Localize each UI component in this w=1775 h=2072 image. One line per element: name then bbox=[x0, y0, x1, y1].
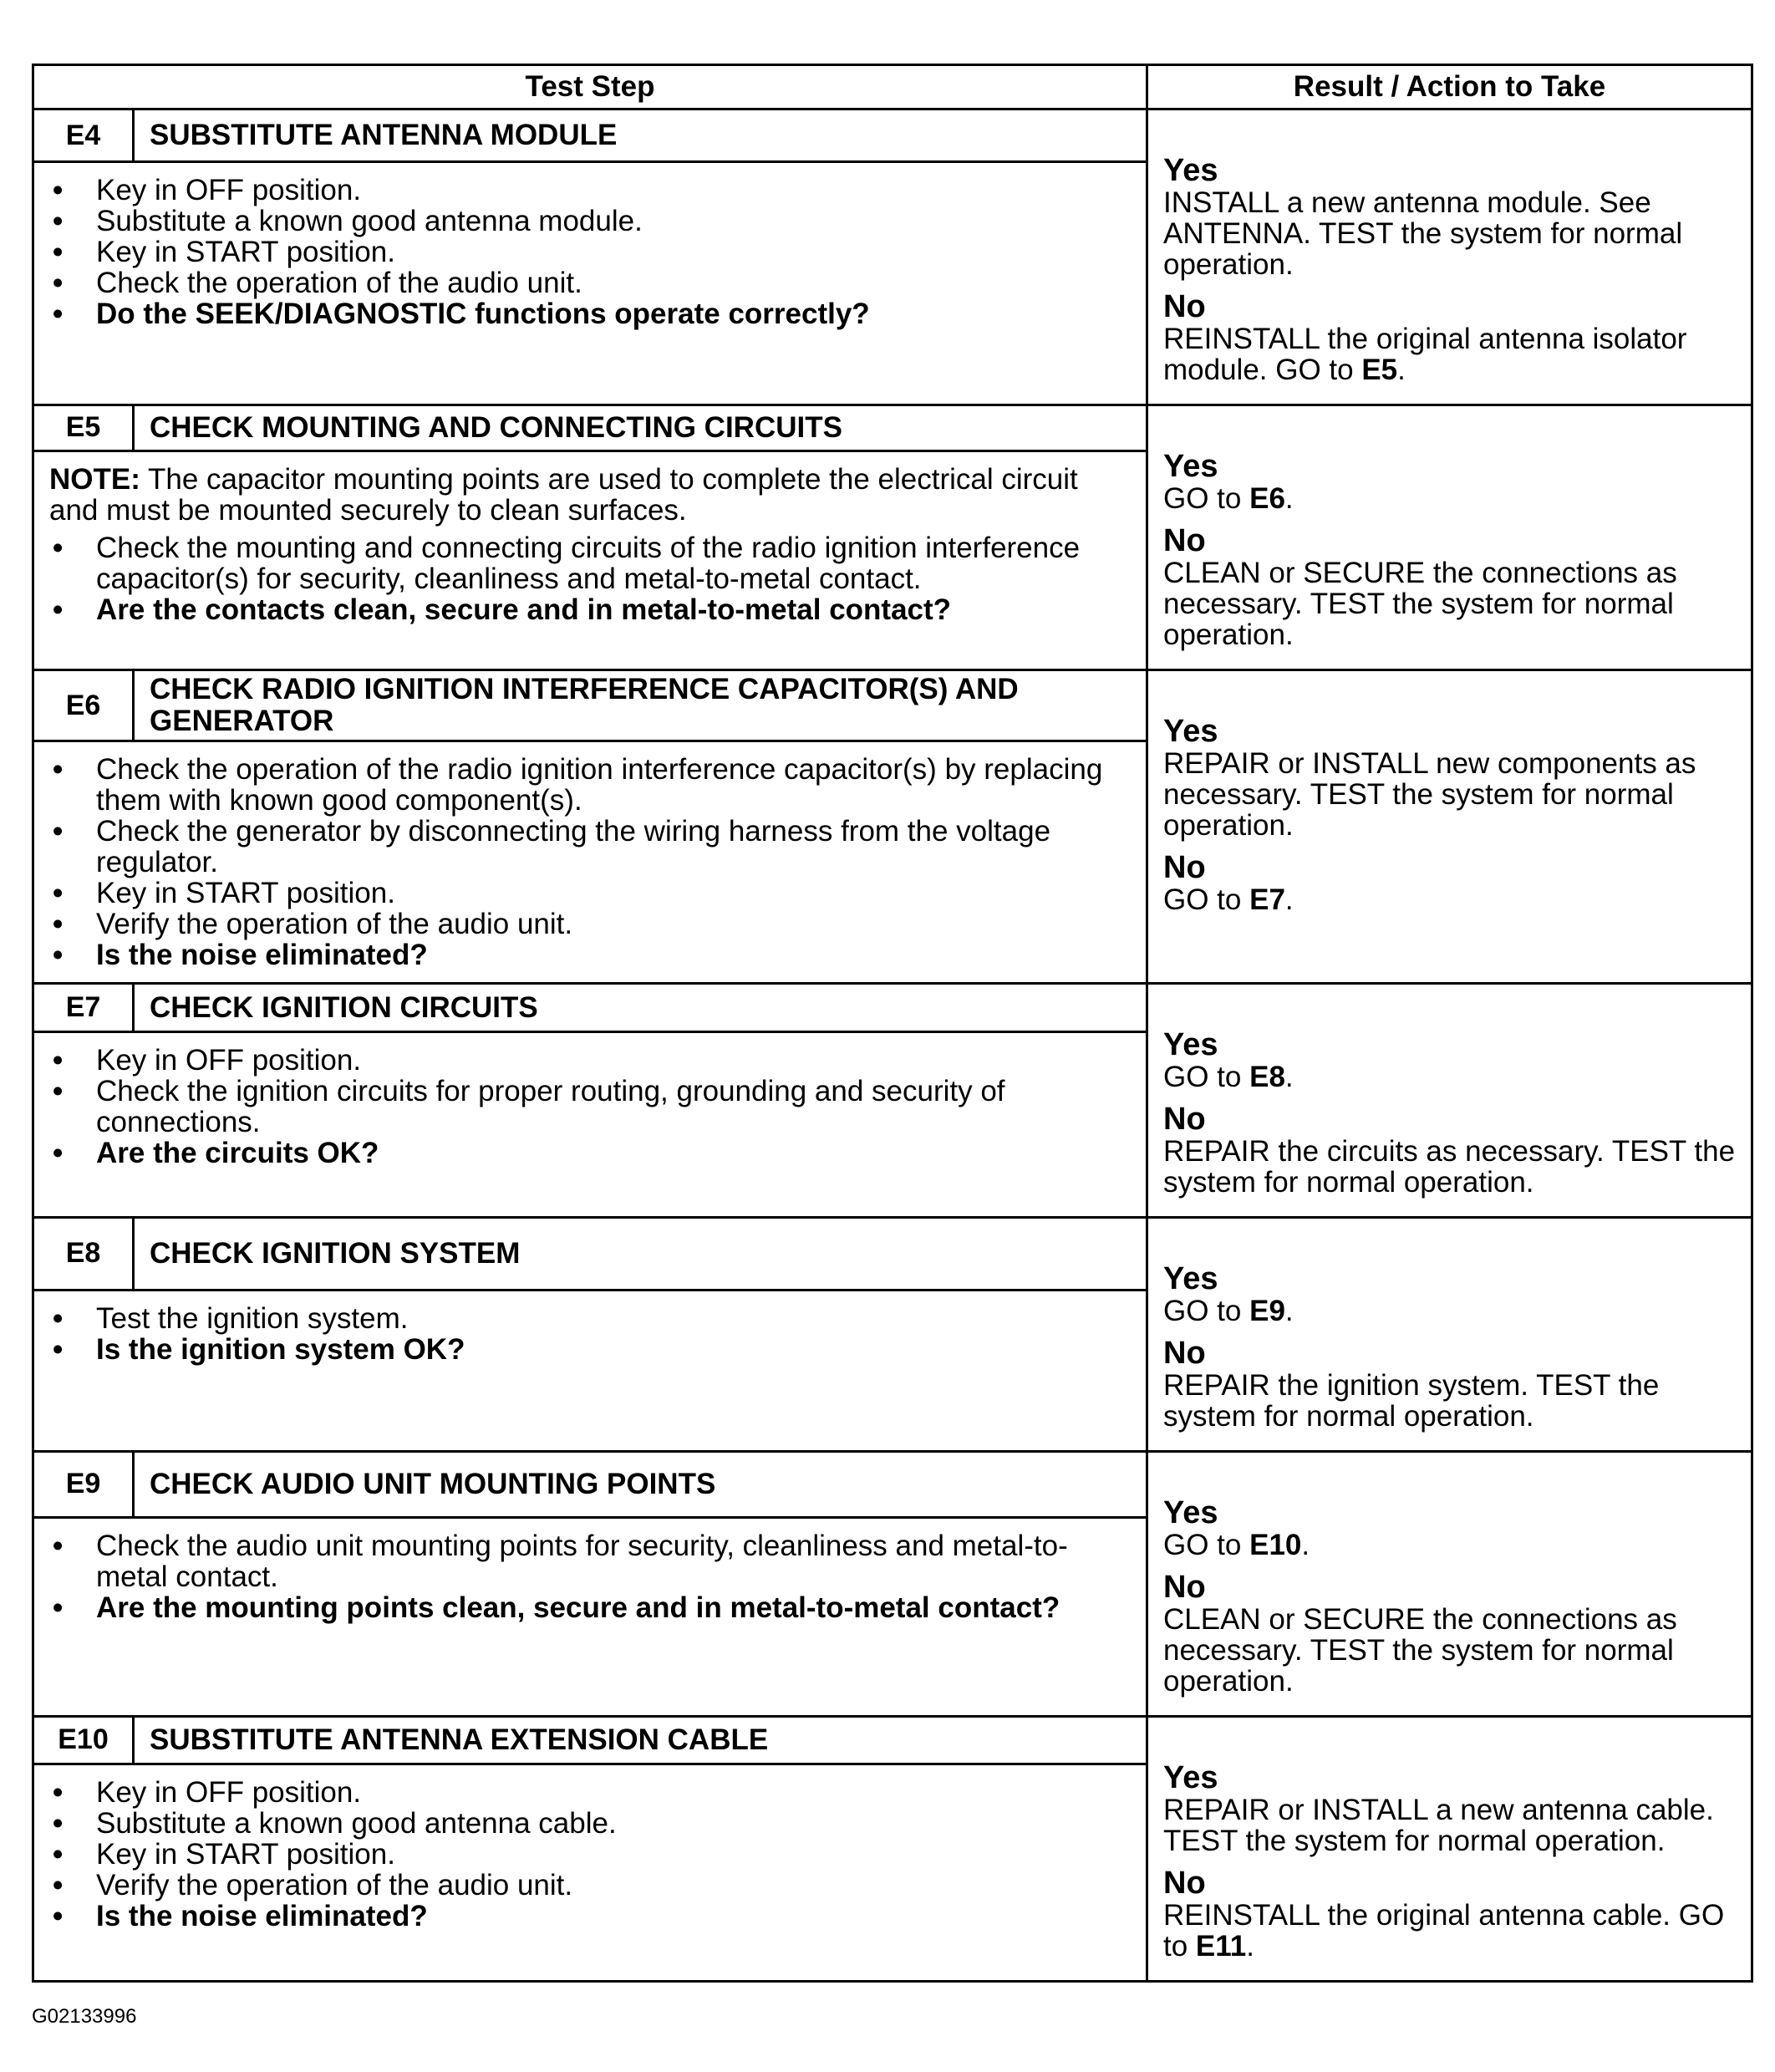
no-action-text: REINSTALL the original antenna cable. GO to bbox=[1163, 1899, 1725, 1963]
step-title: SUBSTITUTE ANTENNA EXTENSION CABLE bbox=[134, 1717, 1147, 1764]
yes-action-text: GO to bbox=[1163, 1295, 1250, 1327]
instruction-item: • Substitute a known good antenna cable. bbox=[96, 1808, 1129, 1839]
instruction-list bbox=[49, 754, 1129, 970]
step-instructions bbox=[33, 1290, 1147, 1451]
yes-label: Yes bbox=[1163, 1027, 1218, 1062]
yes-action-end: . bbox=[1284, 482, 1294, 515]
question-item: • Is the noise eliminated? bbox=[96, 939, 1129, 970]
no-label: No bbox=[1163, 1866, 1206, 1901]
instruction-item: • Check the mounting and connecting circuits of the radio ignition interference capacitor(s) for security, cleanliness and metal-to-metal contact. bbox=[96, 532, 1129, 594]
yes-action-text: REPAIR or INSTALL new components as necessary. TEST the system for normal operation. bbox=[1163, 747, 1696, 842]
table-header-row bbox=[33, 65, 1752, 109]
step-id: E5 bbox=[33, 405, 134, 451]
step-id: E4 bbox=[33, 109, 134, 162]
instruction-list bbox=[49, 532, 1129, 625]
yes-label: Yes bbox=[1163, 714, 1218, 749]
step-header-row bbox=[33, 670, 1752, 741]
no-action bbox=[1163, 1900, 1739, 1962]
step-result bbox=[1147, 405, 1752, 670]
note-label: NOTE: bbox=[49, 462, 140, 496]
instruction-list bbox=[49, 1045, 1129, 1168]
no-label: No bbox=[1163, 1336, 1206, 1371]
question-item: • Are the circuits OK? bbox=[96, 1138, 1129, 1168]
yes-action bbox=[1163, 483, 1739, 514]
step-header-row bbox=[33, 1452, 1752, 1518]
instruction-list bbox=[49, 1530, 1129, 1623]
yes-label: Yes bbox=[1163, 1261, 1218, 1296]
step-instructions bbox=[33, 1032, 1147, 1218]
step-header-row bbox=[33, 1717, 1752, 1764]
yes-action bbox=[1163, 1530, 1739, 1560]
no-action-text: GO to bbox=[1163, 883, 1250, 916]
yes-action-text: GO to bbox=[1163, 1529, 1250, 1561]
step-title: CHECK IGNITION SYSTEM bbox=[134, 1218, 1147, 1291]
yes-action bbox=[1163, 1795, 1739, 1856]
yes-label: Yes bbox=[1163, 1495, 1218, 1530]
step-title: CHECK IGNITION CIRCUITS bbox=[134, 984, 1147, 1032]
no-action-text: REINSTALL the original antenna isolator module. GO to bbox=[1163, 323, 1687, 386]
yes-action-end: . bbox=[1284, 1061, 1294, 1093]
no-action bbox=[1163, 1370, 1739, 1432]
question-item: • Is the noise eliminated? bbox=[96, 1901, 1129, 1932]
no-label: No bbox=[1163, 1570, 1206, 1605]
no-action bbox=[1163, 323, 1739, 385]
step-title: CHECK RADIO IGNITION INTERFERENCE CAPACITOR(S) AND GENERATOR bbox=[134, 670, 1147, 741]
no-action-text: REPAIR the circuits as necessary. TEST the system for normal operation. bbox=[1163, 1135, 1736, 1199]
step-id: E6 bbox=[33, 670, 134, 741]
step-header-row bbox=[33, 984, 1752, 1032]
no-action-text: CLEAN or SECURE the connections as necessary. TEST the system for normal operation. bbox=[1163, 1603, 1677, 1698]
yes-action bbox=[1163, 187, 1739, 280]
yes-action-end: . bbox=[1284, 1295, 1294, 1327]
yes-action-text: REPAIR or INSTALL a new antenna cable. TEST the system for normal operation. bbox=[1163, 1794, 1714, 1857]
step-id: E9 bbox=[33, 1452, 134, 1518]
yes-action-text: GO to bbox=[1163, 1061, 1250, 1093]
test-step-table bbox=[32, 64, 1753, 1983]
yes-step-ref: E9 bbox=[1249, 1295, 1285, 1327]
no-action-text: CLEAN or SECURE the connections as necessary. TEST the system for normal operation. bbox=[1163, 557, 1677, 651]
question-item: • Are the mounting points clean, secure and in metal-to-metal contact? bbox=[96, 1592, 1129, 1623]
step-header-row bbox=[33, 405, 1752, 451]
no-action bbox=[1163, 557, 1739, 650]
instruction-item: • Key in START position. bbox=[96, 878, 1129, 909]
no-step-ref: E11 bbox=[1195, 1930, 1247, 1963]
instruction-item: • Substitute a known good antenna module. bbox=[96, 206, 1129, 237]
no-action bbox=[1163, 884, 1739, 915]
header-result-action: Result / Action to Take bbox=[1147, 65, 1752, 109]
instruction-item: • Key in OFF position. bbox=[96, 1777, 1129, 1808]
yes-step-ref: E8 bbox=[1249, 1061, 1285, 1093]
question-item: • Do the SEEK/DIAGNOSTIC functions operate correctly? bbox=[96, 298, 1129, 329]
yes-action bbox=[1163, 1296, 1739, 1326]
no-step-ref: E5 bbox=[1361, 354, 1398, 386]
step-instructions bbox=[33, 451, 1147, 669]
step-id: E10 bbox=[33, 1717, 134, 1764]
instruction-item: • Key in OFF position. bbox=[96, 175, 1129, 206]
yes-step-ref: E6 bbox=[1249, 482, 1285, 515]
yes-label: Yes bbox=[1163, 153, 1218, 188]
figure-id: G02133996 bbox=[32, 2005, 137, 2028]
no-label: No bbox=[1163, 1102, 1206, 1137]
no-action bbox=[1163, 1136, 1739, 1198]
yes-label: Yes bbox=[1163, 1760, 1218, 1795]
no-label: No bbox=[1163, 289, 1206, 324]
instruction-item: • Check the operation of the radio ignition interference capacitor(s) by replacing them with known good component(s). bbox=[96, 754, 1129, 816]
step-instructions bbox=[33, 1517, 1147, 1716]
step-header-row bbox=[33, 1218, 1752, 1291]
instruction-item: • Key in START position. bbox=[96, 1839, 1129, 1870]
instruction-item: • Key in OFF position. bbox=[96, 1045, 1129, 1076]
yes-label: Yes bbox=[1163, 449, 1218, 484]
question-item: • Are the contacts clean, secure and in metal-to-metal contact? bbox=[96, 594, 1129, 625]
step-result bbox=[1147, 670, 1752, 984]
instruction-item: • Verify the operation of the audio unit. bbox=[96, 909, 1129, 939]
no-label: No bbox=[1163, 850, 1206, 885]
yes-action bbox=[1163, 1061, 1739, 1092]
step-result bbox=[1147, 1452, 1752, 1717]
yes-action-text: INSTALL a new antenna module. See ANTENNA. TEST the system for normal operation. bbox=[1163, 186, 1683, 281]
yes-action-end: . bbox=[1301, 1529, 1310, 1561]
instruction-item: • Check the operation of the audio unit. bbox=[96, 267, 1129, 298]
instruction-item: • Verify the operation of the audio unit. bbox=[96, 1870, 1129, 1901]
step-id: E7 bbox=[33, 984, 134, 1032]
step-result bbox=[1147, 1218, 1752, 1452]
no-action-end: . bbox=[1246, 1930, 1255, 1963]
step-instructions bbox=[33, 1764, 1147, 1981]
no-step-ref: E7 bbox=[1249, 883, 1285, 916]
instruction-item: • Check the audio unit mounting points for security, cleanliness and metal-to-metal contact. bbox=[96, 1530, 1129, 1592]
header-test-step: Test Step bbox=[33, 65, 1147, 109]
yes-action-text: GO to bbox=[1163, 482, 1250, 515]
instruction-item: • Key in START position. bbox=[96, 237, 1129, 267]
step-title: SUBSTITUTE ANTENNA MODULE bbox=[134, 109, 1147, 162]
instruction-list bbox=[49, 1303, 1129, 1365]
yes-step-ref: E10 bbox=[1249, 1529, 1302, 1561]
no-action-text: REPAIR the ignition system. TEST the system for normal operation. bbox=[1163, 1369, 1660, 1433]
no-action-end: . bbox=[1284, 883, 1294, 916]
instruction-item: • Check the generator by disconnecting the wiring harness from the voltage regulator. bbox=[96, 816, 1129, 878]
step-instructions bbox=[33, 162, 1147, 405]
note-text: The capacitor mounting points are used to complete the electrical circuit and must be mounted securely to clean surfaces. bbox=[49, 462, 1078, 527]
step-result bbox=[1147, 1717, 1752, 1982]
step-note bbox=[49, 464, 1129, 526]
no-label: No bbox=[1163, 523, 1206, 558]
step-title: CHECK MOUNTING AND CONNECTING CIRCUITS bbox=[134, 405, 1147, 451]
step-header-row bbox=[33, 109, 1752, 162]
yes-action bbox=[1163, 748, 1739, 841]
step-id: E8 bbox=[33, 1218, 134, 1291]
no-action bbox=[1163, 1604, 1739, 1697]
instruction-list bbox=[49, 1777, 1129, 1932]
step-result bbox=[1147, 984, 1752, 1218]
question-item: • Is the ignition system OK? bbox=[96, 1334, 1129, 1365]
step-result bbox=[1147, 109, 1752, 405]
step-instructions bbox=[33, 741, 1147, 984]
step-title: CHECK AUDIO UNIT MOUNTING POINTS bbox=[134, 1452, 1147, 1518]
instruction-item: • Check the ignition circuits for proper routing, grounding and security of connections. bbox=[96, 1076, 1129, 1138]
no-action-end: . bbox=[1397, 354, 1406, 386]
instruction-item: • Test the ignition system. bbox=[96, 1303, 1129, 1334]
instruction-list bbox=[49, 175, 1129, 329]
